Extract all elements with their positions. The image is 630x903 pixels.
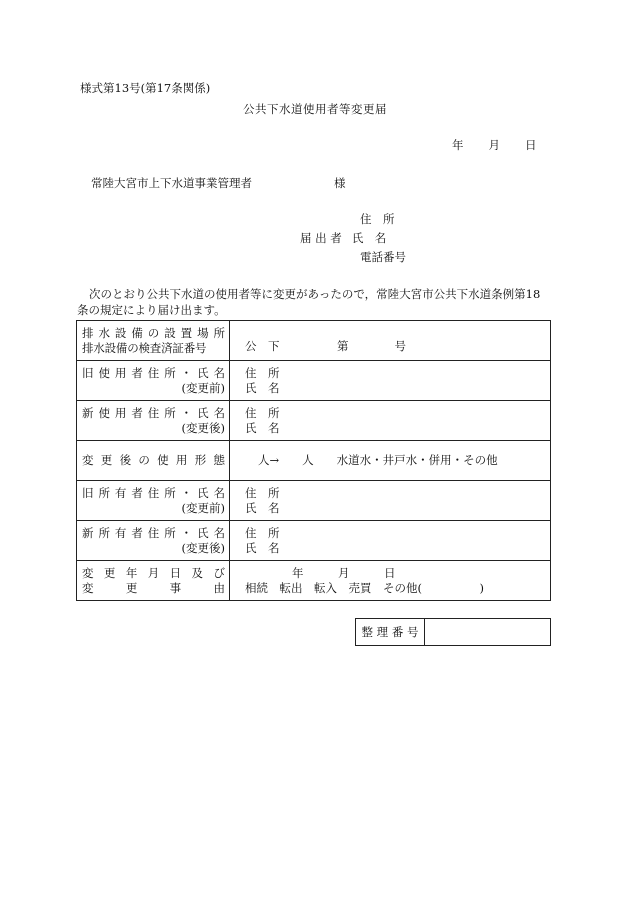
table-row: [77, 441, 551, 481]
new-owner-name-label: 氏 名: [245, 540, 280, 555]
table-row: [77, 321, 551, 361]
usage-type-field[interactable]: 人→ 人 水道水・井戸水・併用・その他: [230, 441, 551, 481]
body-paragraph: [77, 286, 555, 318]
date-year-label: 年: [452, 138, 464, 152]
old-user-name-label: 氏 名: [245, 380, 280, 395]
row-label-old-user: 旧 使 用 者 住 所 ・ 氏 名 (変更前): [77, 361, 230, 401]
row-label-new-owner: 新 所 有 者 住 所 ・ 氏 名 (変更後): [77, 521, 230, 561]
applicant-role-label: 届 出 者: [300, 231, 342, 245]
old-user-field[interactable]: [230, 361, 551, 401]
new-owner-field[interactable]: [230, 521, 551, 561]
applicant-name-label: 氏 名: [351, 231, 387, 245]
old-owner-address-label: 住 所: [245, 485, 280, 500]
old-owner-field[interactable]: [230, 481, 551, 521]
old-owner-name-label: 氏 名: [245, 500, 280, 515]
row-label-old-owner: 旧 所 有 者 住 所 ・ 氏 名 (変更前): [77, 481, 230, 521]
form-number: 様式第13号(第17条関係): [80, 81, 211, 95]
addressee-name: 常陸大宮市上下水道事業管理者: [91, 176, 252, 190]
applicant-phone-label: 電話番号: [360, 250, 406, 264]
applicant-address-label: 住 所: [360, 212, 395, 226]
table-row: [77, 561, 551, 601]
submission-date: [452, 137, 537, 153]
row-label-change-date-reason: 変 更 年 月 日 及 び 変 更 事 由: [77, 561, 230, 601]
change-details-table: [76, 320, 551, 601]
table-row: [356, 619, 551, 646]
old-user-address-label: 住 所: [245, 365, 280, 380]
new-user-name-label: 氏 名: [245, 420, 280, 435]
new-user-field[interactable]: [230, 401, 551, 441]
addressee: [91, 175, 346, 191]
reference-number-field[interactable]: [425, 619, 551, 646]
date-month-label: 月: [488, 138, 500, 152]
body-line-1: 次のとおり公共下水道の使用者等に変更があったので，常陸大宮市公共下水道条例第18: [89, 287, 541, 301]
addressee-honorific: 様: [334, 176, 346, 190]
change-date-reason-field[interactable]: [230, 561, 551, 601]
new-user-address-label: 住 所: [245, 405, 280, 420]
change-date-line: 年 月 日: [292, 565, 396, 580]
row-label-usage-type: 変 更 後 の 使 用 形 態: [77, 441, 230, 481]
date-day-label: 日: [525, 138, 537, 152]
reference-number-box: [355, 618, 551, 646]
form-title: 公共下水道使用者等変更届: [243, 102, 387, 116]
new-owner-address-label: 住 所: [245, 525, 280, 540]
change-reason-options: 相続 転出 転入 売買 その他( ): [245, 580, 484, 595]
row-label-drainage: [77, 321, 230, 361]
table-row: [77, 361, 551, 401]
label-inspection-number: 排水設備の検査済証番号: [82, 340, 207, 355]
table-row: [77, 481, 551, 521]
inspection-number-field[interactable]: 公 下 第 号: [230, 321, 551, 361]
table-row: [77, 401, 551, 441]
applicant-name-row: [300, 230, 386, 246]
table-row: [77, 521, 551, 561]
body-line-2: 条の規定により届け出ます。: [77, 303, 226, 317]
label-install-location: 排 水 設 備 の 設 置 場 所: [82, 325, 225, 340]
reference-number-label: 整 理 番 号: [356, 619, 425, 646]
row-label-new-user: 新 使 用 者 住 所 ・ 氏 名 (変更後): [77, 401, 230, 441]
